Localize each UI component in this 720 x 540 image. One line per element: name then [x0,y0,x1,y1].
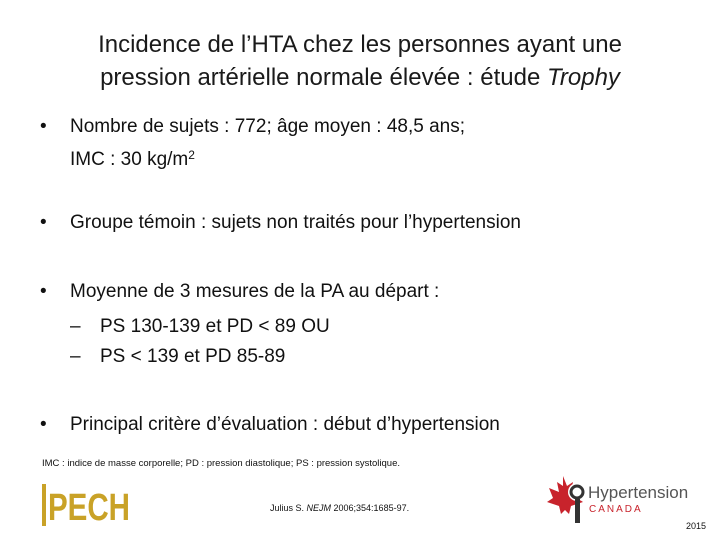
abbreviations-footnote: IMC : indice de masse corporelle; PD : pression diastolique; PS : pression systolique. [42,458,400,469]
bullet-subjects-line2: IMC : 30 kg/m [70,149,189,170]
sub-bullet-text: PS 130-139 et PD < 89 OU [100,316,330,337]
bullet-marker: • [40,414,47,435]
bullet-marker: • [40,212,47,233]
superscript: 2 [188,148,195,162]
reference-citation [270,503,409,513]
citation-journal: NEJM [306,503,332,513]
title-line-1: Incidence de l’HTA chez les personnes ayant une [98,31,622,58]
page-number: 2015 [685,521,706,531]
title-line-2 [0,61,720,94]
bullet-item-bp-measurements [40,277,439,306]
sub-bullet-2 [70,342,285,371]
sub-bullet-1 [70,312,330,341]
title-trophy-emphasis: Trophy [547,64,620,91]
bullet-item-control-group [40,208,521,237]
pech-logo-bar [42,484,46,526]
sub-bullet-text: PS < 139 et PD 85-89 [100,346,286,367]
title-line-2-text: pression artérielle normale élevée : étude [100,64,547,91]
bullet-subjects-line1: Nombre de sujets : 772; âge moyen : 48,5 ans; [70,116,466,137]
slide-title [0,28,720,94]
bullet-item-endpoint [40,410,500,439]
bullet-marker: • [40,281,47,302]
bullet-text: Groupe témoin : sujets non traités pour l’hypertension [70,212,521,233]
dash-marker: – [70,316,81,337]
bullet-text: Moyenne de 3 mesures de la PA au départ : [70,281,440,302]
bullet-text: Principal critère d’évaluation : début d’hypertension [70,414,500,435]
dash-marker: – [70,346,81,367]
bullet-text [70,112,465,174]
bullet-marker: • [40,116,47,137]
citation-details: 2006;354:1685-97. [331,503,410,513]
bullet-item-subjects [40,112,465,174]
pech-logo [42,484,132,529]
hypertension-logo-text: Hypertension [588,483,689,502]
pech-logo-text: PECH [48,487,130,529]
canada-logo-text: CANADA [589,504,643,515]
citation-author: Julius S. [270,503,307,513]
logo-stem-icon [575,499,580,523]
